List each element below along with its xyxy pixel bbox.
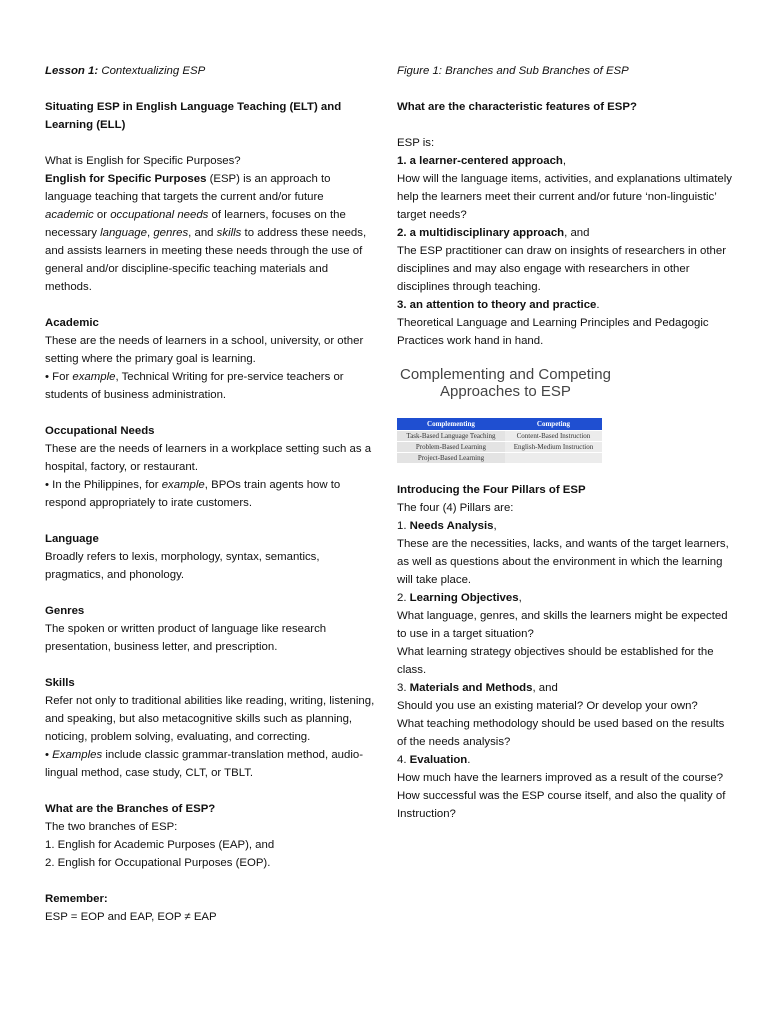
lesson-title: Lesson 1: Contextualizing ESP (45, 65, 206, 77)
pillar-2-body-2: What learning strategy objectives should be established for the class. (397, 646, 714, 676)
pillar-2-title: 2. Learning Objectives, (397, 592, 522, 604)
figure-caption: Figure 1: Branches and Sub Branches of ESP (397, 65, 629, 77)
feature-2-body: The ESP practitioner can draw on insights of researchers in other disciplines and may also engage with researchers in other disciplines through teaching. (397, 245, 727, 293)
branches-heading: What are the Branches of ESP? (45, 803, 216, 815)
branch-item-eop: 2. English for Occupational Purposes (EOP). (45, 857, 271, 869)
occupational-body: These are the needs of learners in a workplace setting such as a hospital, factory, or restaurant. (45, 443, 372, 473)
academic-heading: Academic (45, 317, 99, 329)
genres-body: The spoken or written product of language like research presentation, business letter, and prescription. (45, 623, 327, 653)
left-column (45, 62, 375, 926)
table-header-complementing: Complementing (397, 418, 505, 431)
occupational-heading: Occupational Needs (45, 425, 155, 437)
branches-intro: The two branches of ESP: (45, 821, 178, 833)
pillars-heading: Introducing the Four Pillars of ESP (397, 484, 586, 496)
academic-example: • For example, Technical Writing for pre-service teachers or students of business administration. (45, 371, 344, 401)
genres-heading: Genres (45, 605, 85, 617)
pillars-intro: The four (4) Pillars are: (397, 502, 514, 514)
language-heading: Language (45, 533, 99, 545)
esp-is-label: ESP is: (397, 137, 435, 149)
approaches-figure-title: Complementing and Competing Approaches to ESP (400, 366, 611, 400)
features-heading: What are the characteristic features of ESP? (397, 101, 637, 113)
pillar-1-body: These are the necessities, lacks, and wants of the target learners, as well as questions about the environment in which the learning will take place. (397, 538, 729, 586)
branch-item-eap: 1. English for Academic Purposes (EAP), and (45, 839, 275, 851)
pillar-4-body: How much have the learners improved as a result of the course? (397, 772, 724, 784)
approaches-table (397, 418, 602, 463)
pillar-4-title: 4. Evaluation. (397, 754, 471, 766)
pillar-1-title: 1. Needs Analysis, (397, 520, 497, 532)
language-body: Broadly refers to lexis, morphology, syntax, semantics, pragmatics, and phonology. (45, 551, 320, 581)
right-column (397, 62, 737, 823)
academic-body: These are the needs of learners in a school, university, or other setting where the primary goal is learning. (45, 335, 364, 365)
remember-body: ESP = EOP and EAP, EOP ≠ EAP (45, 911, 217, 923)
skills-example: • Examples include classic grammar-translation method, audio-lingual method, case study, CLT, or TBLT. (45, 749, 364, 779)
feature-1-body: How will the language items, activities, and explanations ultimately help the learners meet their current and/or future ‘non-linguistic’ target needs? (397, 173, 732, 221)
pillar-2-body: What language, genres, and skills the learners might be expected to use in a target situation? (397, 610, 728, 640)
esp-definition: English for Specific Purposes (ESP) is an approach to language teaching that targets the current and/or future academic or occupational needs of learners, focuses on the necessary language, genres, and skills to address these needs, and assists learners in meeting these needs through the use of general and/or discipline-specific teaching materials and methods. (45, 173, 367, 293)
feature-2-title: 2. a multidisciplinary approach, and (397, 227, 590, 239)
pillar-4-body-2: How successful was the ESP course itself, and also the quality of Instruction? (397, 790, 726, 820)
skills-heading: Skills (45, 677, 75, 689)
situating-heading: Situating ESP in English Language Teaching (ELT) and Learning (ELL) (45, 101, 342, 131)
what-is-esp-question: What is English for Specific Purposes? (45, 155, 241, 167)
pillar-3-body: Should you use an existing material? Or develop your own? (397, 700, 698, 712)
table-row: Project-Based Learning (397, 453, 602, 464)
table-row: Task-Based Language Teaching Content-Based Instruction (397, 431, 602, 442)
skills-body: Refer not only to traditional abilities like reading, writing, listening, and speaking, but also metacognitive skills such as planning, noticing, problem solving, evaluating, and correcting. (45, 695, 375, 743)
feature-3-title: 3. an attention to theory and practice. (397, 299, 600, 311)
occupational-example: • In the Philippines, for example, BPOs train agents how to respond appropriately to irate customers. (45, 479, 341, 509)
table-header-competing: Competing (505, 418, 602, 431)
feature-3-body: Theoretical Language and Learning Principles and Pedagogic Practices work hand in hand. (397, 317, 709, 347)
feature-1-title: 1. a learner-centered approach, (397, 155, 567, 167)
remember-heading: Remember: (45, 893, 108, 905)
pillar-3-body-2: What teaching methodology should be used based on the results of the needs analysis? (397, 718, 725, 748)
pillar-3-title: 3. Materials and Methods, and (397, 682, 558, 694)
table-row: Problem-Based Learning English-Medium Instruction (397, 442, 602, 453)
